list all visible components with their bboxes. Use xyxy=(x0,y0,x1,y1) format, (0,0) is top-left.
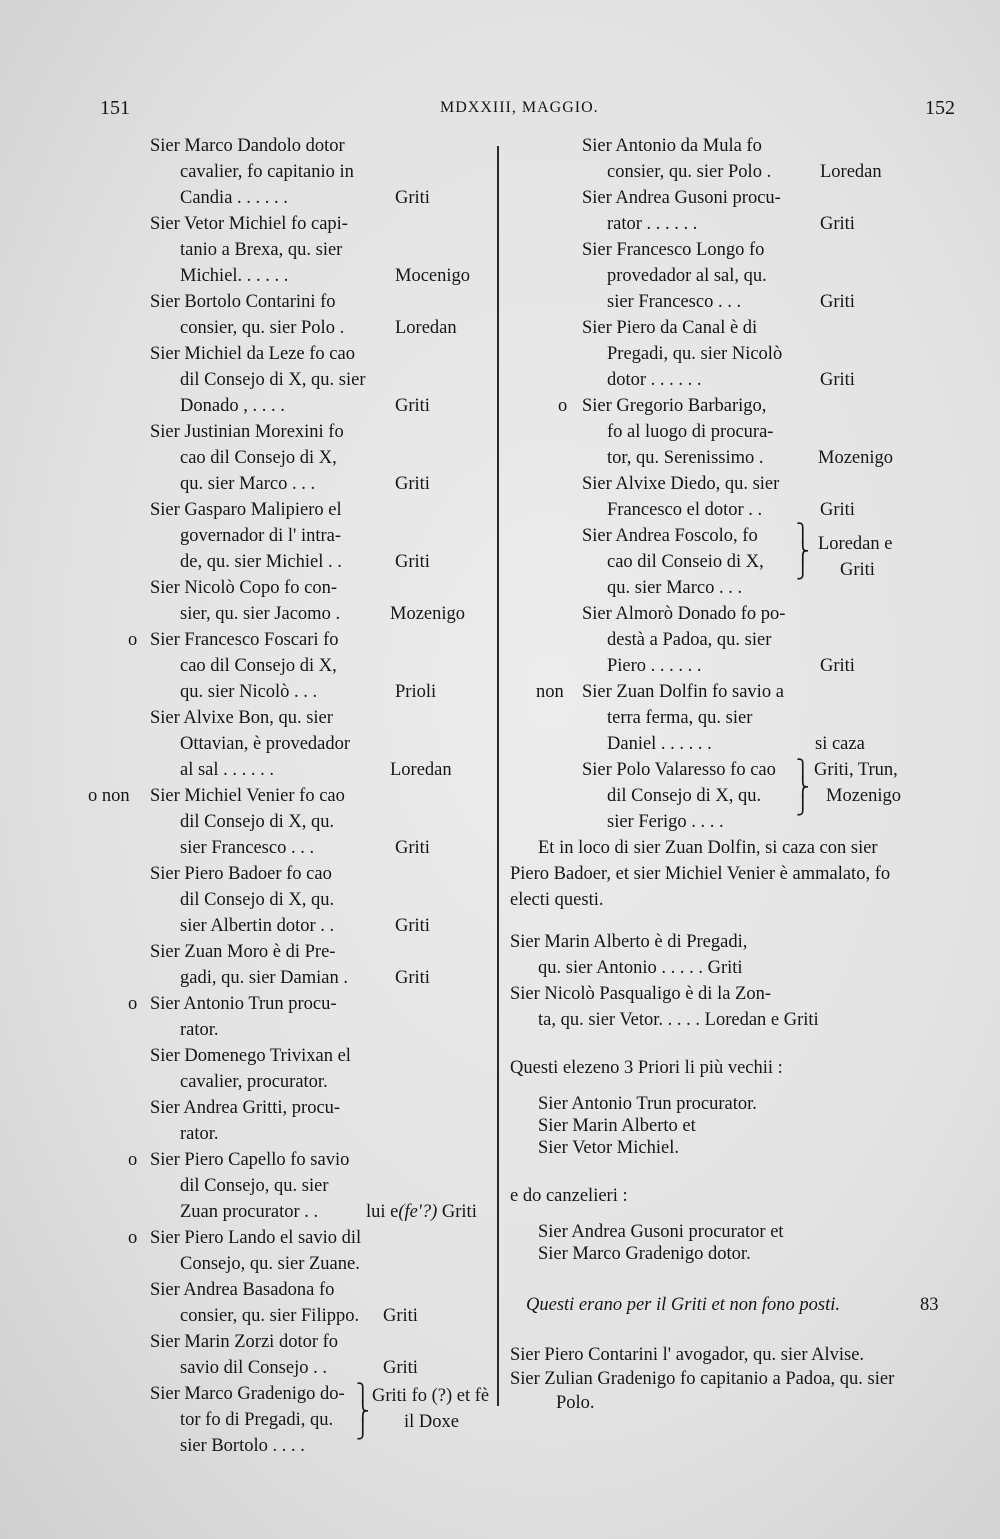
elected-line: ta, qu. sier Vetor. . . . . Loredan e Griti xyxy=(538,1010,819,1030)
right-line: dil Consejo di X, qu. xyxy=(607,786,762,806)
left-line: Sier Domenego Trivixan el xyxy=(150,1046,351,1066)
left-line: governador di l' intra- xyxy=(180,526,342,546)
column-divider xyxy=(497,146,499,1406)
left-line: Sier Bortolo Contarini fo xyxy=(150,292,336,312)
right-vote: Griti xyxy=(820,214,855,234)
left-line: Ottavian, è provedador xyxy=(180,734,351,754)
left-line: Sier Michiel Venier fo cao xyxy=(150,786,345,806)
left-vote: Mocenigo xyxy=(395,266,471,286)
right-line: Piero . . . . . . xyxy=(607,656,702,676)
left-line: Candia . . . . . . xyxy=(180,188,288,208)
left-line: savio dil Consejo . . xyxy=(180,1358,327,1378)
right-line: sier Ferigo . . . . xyxy=(607,812,724,832)
paragraph-line: Et in loco di sier Zuan Dolfin, si caza con sier xyxy=(538,838,878,858)
left-line: Sier Justinian Morexini fo xyxy=(150,422,344,442)
left-prefix: o non xyxy=(88,786,130,806)
left-line: qu. sier Marco . . . xyxy=(180,474,316,494)
left-line: Sier Michiel da Leze fo cao xyxy=(150,344,355,364)
cancellieri-intro: e do canzelieri : xyxy=(510,1186,628,1206)
left-vote: Griti xyxy=(395,188,430,208)
final-line: Sier Piero Contarini l' avogador, qu. sier Alvise. xyxy=(510,1345,865,1365)
left-vote: Griti xyxy=(395,916,430,936)
left-vote: Griti xyxy=(395,396,430,416)
left-line: dil Consejo, qu. sier xyxy=(180,1176,329,1196)
left-prefix: o xyxy=(128,630,138,650)
left-prefix: o xyxy=(128,1228,138,1248)
left-vote: Griti fo (?) et fè xyxy=(372,1386,490,1406)
italic-note: Questi erano per il Griti et non fono posti. xyxy=(526,1295,840,1315)
left-vote: il Doxe xyxy=(404,1412,459,1432)
right-vote: Mozenigo xyxy=(818,448,894,468)
left-line: gadi, qu. sier Damian . xyxy=(180,968,348,988)
right-vote: si caza xyxy=(815,734,865,754)
priori-line: Sier Antonio Trun procurator. xyxy=(538,1094,757,1114)
right-line: Sier Andrea Gusoni procu- xyxy=(582,188,781,208)
left-line: Consejo, qu. sier Zuane. xyxy=(180,1254,360,1274)
left-line: Sier Vetor Michiel fo capi- xyxy=(150,214,348,234)
right-line: terra ferma, qu. sier xyxy=(607,708,753,728)
left-line: Sier Marco Dandolo dotor xyxy=(150,136,345,156)
right-line: rator . . . . . . xyxy=(607,214,698,234)
left-line: Sier Piero Lando el savio dil xyxy=(150,1228,362,1248)
left-line: Sier Piero Capello fo savio xyxy=(150,1150,350,1170)
right-prefix: non xyxy=(536,682,564,702)
right-line: Sier Almorò Donado fo po- xyxy=(582,604,786,624)
right-line: Sier Piero da Canal è di xyxy=(582,318,758,338)
left-vote: Griti xyxy=(395,968,430,988)
right-vote: Loredan xyxy=(820,162,882,182)
right-vote: Griti xyxy=(840,560,875,580)
left-line: dil Consejo di X, qu. xyxy=(180,890,335,910)
right-vote: Griti xyxy=(820,656,855,676)
curly-brace-icon: ⎫ ⎬ ⎭ xyxy=(356,1383,370,1439)
right-line: consier, qu. sier Polo . xyxy=(607,162,772,182)
right-line: Sier Francesco Longo fo xyxy=(582,240,765,260)
right-line: Sier Andrea Foscolo, fo xyxy=(582,526,758,546)
left-line: Sier Marin Zorzi dotor fo xyxy=(150,1332,339,1352)
right-line: dotor . . . . . . xyxy=(607,370,702,390)
left-line: rator. xyxy=(180,1020,219,1040)
left-prefix: o xyxy=(128,1150,138,1170)
left-line: Sier Piero Badoer fo cao xyxy=(150,864,332,884)
right-line: Daniel . . . . . . xyxy=(607,734,712,754)
left-vote: Prioli xyxy=(395,682,437,702)
right-vote: Griti xyxy=(820,292,855,312)
right-line: sier Francesco . . . xyxy=(607,292,742,312)
right-line: Sier Polo Valaresso fo cao xyxy=(582,760,776,780)
paragraph-line: Piero Badoer, et sier Michiel Venier è ammalato, fo xyxy=(510,864,891,884)
left-vote: Griti xyxy=(395,838,430,858)
curly-brace-icon: ⎫ ⎬ ⎭ xyxy=(796,759,810,815)
vote-uncertain: (fe'?) xyxy=(398,1202,438,1222)
right-page-number: 152 xyxy=(925,97,955,119)
priori-line: Sier Vetor Michiel. xyxy=(538,1138,679,1158)
left-line: tanio a Brexa, qu. sier xyxy=(180,240,343,260)
running-title: MDXXIII, MAGGIO. xyxy=(440,99,599,116)
elected-line: Sier Nicolò Pasqualigo è di la Zon- xyxy=(510,984,772,1004)
left-line: qu. sier Nicolò . . . xyxy=(180,682,318,702)
left-line: rator. xyxy=(180,1124,219,1144)
cancellieri-line: Sier Marco Gradenigo dotor. xyxy=(538,1244,751,1264)
right-line: provedador al sal, qu. xyxy=(607,266,767,286)
left-vote: Griti xyxy=(395,552,430,572)
right-line: Pregadi, qu. sier Nicolò xyxy=(607,344,783,364)
priori-line: Sier Marin Alberto et xyxy=(538,1116,696,1136)
left-line: consier, qu. sier Filippo. xyxy=(180,1306,360,1326)
right-prefix: o xyxy=(558,396,568,416)
final-line: Sier Zulian Gradenigo fo capitanio a Padoa, qu. sier xyxy=(510,1369,895,1389)
left-line: tor fo di Pregadi, qu. xyxy=(180,1410,334,1430)
left-line: Sier Marco Gradenigo do- xyxy=(150,1384,345,1404)
right-line: tor, qu. Serenissimo . xyxy=(607,448,764,468)
left-line: cao dil Consejo di X, xyxy=(180,656,337,676)
final-line: Polo. xyxy=(556,1393,595,1413)
left-line: Sier Antonio Trun procu- xyxy=(150,994,337,1014)
left-line: Donado , . . . . xyxy=(180,396,285,416)
left-vote: Griti xyxy=(383,1358,418,1378)
vote-text: lui e xyxy=(366,1202,399,1222)
left-line: sier Bortolo . . . . xyxy=(180,1436,305,1456)
right-line: Sier Antonio da Mula fo xyxy=(582,136,762,156)
right-line: destà a Padoa, qu. sier xyxy=(607,630,772,650)
right-line: qu. sier Marco . . . xyxy=(607,578,743,598)
left-line: Sier Andrea Gritti, procu- xyxy=(150,1098,341,1118)
elected-line: qu. sier Antonio . . . . . Griti xyxy=(538,958,743,978)
left-line: al sal . . . . . . xyxy=(180,760,275,780)
right-line: Sier Gregorio Barbarigo, xyxy=(582,396,767,416)
left-vote: Griti xyxy=(383,1306,418,1326)
curly-brace-icon: ⎫ ⎬ ⎭ xyxy=(796,523,810,579)
priori-intro: Questi elezeno 3 Priori li più vechii : xyxy=(510,1058,783,1078)
right-line: Sier Alvixe Diedo, qu. sier xyxy=(582,474,780,494)
left-line: Sier Nicolò Copo fo con- xyxy=(150,578,338,598)
left-line: consier, qu. sier Polo . xyxy=(180,318,345,338)
margin-number: 83 xyxy=(920,1295,939,1315)
paragraph-line: electi questi. xyxy=(510,890,604,910)
right-line: Francesco el dotor . . xyxy=(607,500,763,520)
left-vote: Loredan xyxy=(395,318,457,338)
left-vote: Mozenigo xyxy=(390,604,466,624)
left-line: Michiel. . . . . . xyxy=(180,266,289,286)
left-page-number: 151 xyxy=(100,97,130,119)
right-line: cao dil Conseio di X, xyxy=(607,552,764,572)
left-line: Zuan procurator . . xyxy=(180,1202,319,1222)
left-line: Sier Alvixe Bon, qu. sier xyxy=(150,708,333,728)
left-line: Sier Gasparo Malipiero el xyxy=(150,500,342,520)
right-vote: Griti xyxy=(820,500,855,520)
left-line: cao dil Consejo di X, xyxy=(180,448,337,468)
left-prefix: o xyxy=(128,994,138,1014)
right-vote: Loredan e xyxy=(818,534,893,554)
left-line: sier Francesco . . . xyxy=(180,838,315,858)
left-vote: Griti xyxy=(395,474,430,494)
left-line: dil Consejo di X, qu. sier xyxy=(180,370,366,390)
left-line: sier Albertin dotor . . xyxy=(180,916,335,936)
left-line: cavalier, fo capitanio in xyxy=(180,162,354,182)
right-line: Sier Zuan Dolfin fo savio a xyxy=(582,682,784,702)
left-vote xyxy=(366,1200,477,1224)
elected-line: Sier Marin Alberto è di Pregadi, xyxy=(510,932,748,952)
left-line: Sier Andrea Basadona fo xyxy=(150,1280,335,1300)
vote-text: Griti xyxy=(441,1202,477,1222)
right-vote: Griti, Trun, xyxy=(814,760,898,780)
right-line: fo al luogo di procura- xyxy=(607,422,774,442)
right-vote: Griti xyxy=(820,370,855,390)
left-line: Sier Francesco Foscari fo xyxy=(150,630,339,650)
left-line: cavalier, procurator. xyxy=(180,1072,328,1092)
left-line: sier, qu. sier Jacomo . xyxy=(180,604,341,624)
left-line: de, qu. sier Michiel . . xyxy=(180,552,342,572)
left-line: dil Consejo di X, qu. xyxy=(180,812,335,832)
cancellieri-line: Sier Andrea Gusoni procurator et xyxy=(538,1222,784,1242)
left-line: Sier Zuan Moro è di Pre- xyxy=(150,942,336,962)
right-vote: Mozenigo xyxy=(826,786,902,806)
left-vote: Loredan xyxy=(390,760,452,780)
